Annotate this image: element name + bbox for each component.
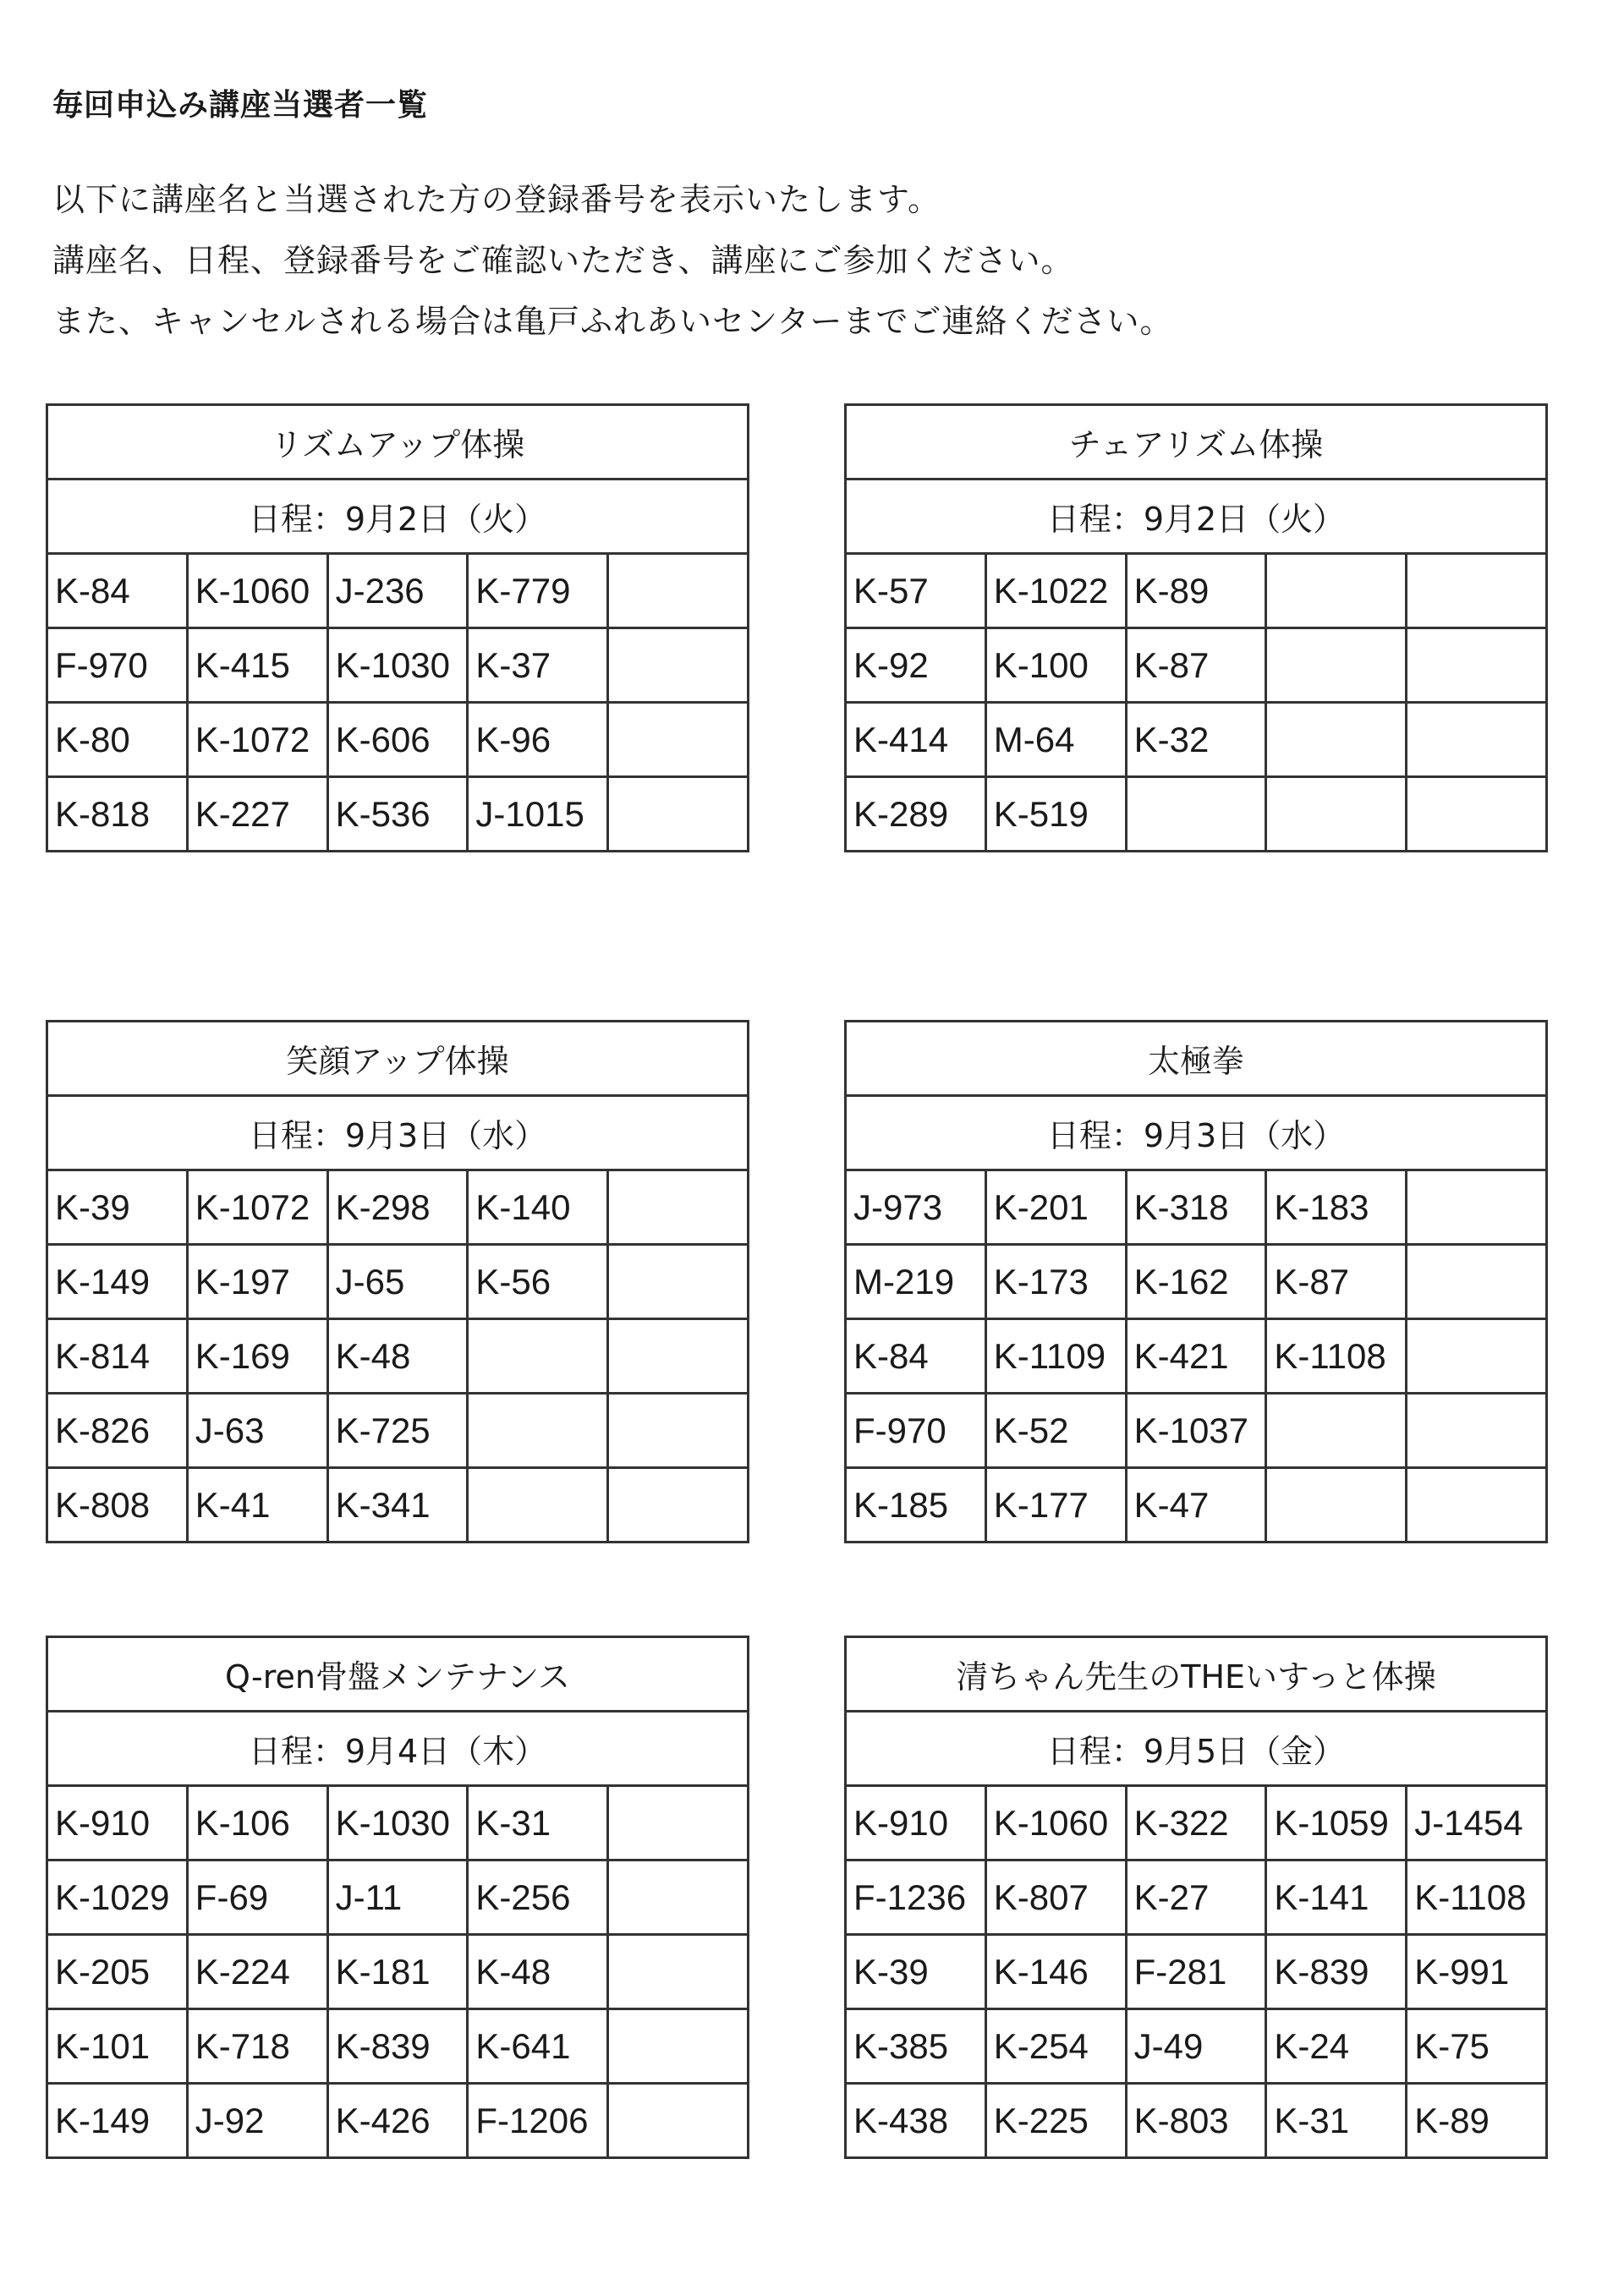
registration-number: K-718 (187, 2009, 327, 2084)
registration-number: J-49 (1126, 2009, 1266, 2084)
registration-number: K-1060 (985, 1786, 1126, 1860)
registration-number: F-1236 (846, 1860, 986, 1935)
table-row (846, 1394, 1547, 1468)
table-row (47, 1468, 749, 1543)
registration-number: M-64 (985, 703, 1126, 777)
registration-number: K-641 (468, 2009, 608, 2084)
registration-number: K-227 (187, 777, 327, 852)
course-table (844, 1020, 1548, 1543)
registration-number: K-84 (846, 1319, 986, 1394)
registration-number (1407, 1319, 1547, 1394)
registration-number: K-89 (1407, 2084, 1547, 2158)
table-row (846, 703, 1547, 777)
registration-number: K-39 (846, 1935, 986, 2009)
intro-line: また、キャンセルされる場合は亀戸ふれあいセンターまでご連絡ください。 (52, 303, 1173, 340)
registration-number (468, 1319, 608, 1394)
registration-number: K-52 (985, 1394, 1126, 1468)
registration-number (1266, 554, 1407, 628)
table-row (846, 1319, 1547, 1394)
table-row (47, 1319, 749, 1394)
registration-number: K-910 (47, 1786, 188, 1860)
registration-number: K-149 (47, 2084, 188, 2158)
registration-number (1407, 1468, 1547, 1543)
registration-number: K-27 (1126, 1860, 1266, 1935)
registration-number (1407, 703, 1547, 777)
course-schedule: 日程：9月4日（木） (47, 1712, 749, 1786)
registration-number: K-414 (846, 703, 986, 777)
registration-number (1266, 1394, 1407, 1468)
registration-number: K-606 (327, 703, 468, 777)
registration-number (608, 628, 749, 703)
registration-number: K-162 (1126, 1245, 1266, 1319)
table-row (846, 1786, 1547, 1860)
registration-number: J-11 (327, 1860, 468, 1935)
registration-number: K-183 (1266, 1170, 1407, 1245)
registration-number: K-201 (985, 1170, 1126, 1245)
table-row (47, 1170, 749, 1245)
registration-number (608, 777, 749, 852)
registration-number (1407, 1245, 1547, 1319)
registration-number: K-149 (47, 1245, 188, 1319)
course-schedule: 日程：9月2日（火） (846, 479, 1547, 554)
intro-text (52, 169, 1172, 352)
registration-number: K-826 (47, 1394, 188, 1468)
registration-number: K-1022 (985, 554, 1126, 628)
course-name: 笑顔アップ体操 (47, 1022, 749, 1096)
table-row (47, 703, 749, 777)
registration-number (1407, 1394, 1547, 1468)
registration-number: K-56 (468, 1245, 608, 1319)
registration-number: K-1030 (327, 628, 468, 703)
registration-number: J-1015 (468, 777, 608, 852)
intro-line: 講座名、日程、登録番号をご確認いただき、講座にご参加ください。 (52, 242, 1074, 279)
registration-number: K-298 (327, 1170, 468, 1245)
registration-number: K-318 (1126, 1170, 1266, 1245)
registration-number (1266, 777, 1407, 852)
course-name: チェアリズム体操 (846, 405, 1547, 479)
registration-number: K-32 (1126, 703, 1266, 777)
course-name: リズムアップ体操 (47, 405, 749, 479)
registration-number: K-519 (985, 777, 1126, 852)
registration-number (608, 1468, 749, 1543)
table-row (846, 1245, 1547, 1319)
registration-number (608, 2084, 749, 2158)
registration-number: J-63 (187, 1394, 327, 1468)
registration-number: K-106 (187, 1786, 327, 1860)
registration-number (608, 554, 749, 628)
course-schedule: 日程：9月5日（金） (846, 1712, 1547, 1786)
table-row (846, 1468, 1547, 1543)
registration-number (1407, 777, 1547, 852)
registration-number: J-236 (327, 554, 468, 628)
table-row (47, 554, 749, 628)
table-row (47, 1860, 749, 1935)
intro-line: 以下に講座名と当選された方の登録番号を表示いたします。 (52, 181, 941, 218)
registration-number: K-185 (846, 1468, 986, 1543)
registration-number: K-24 (1266, 2009, 1407, 2084)
registration-number: K-807 (985, 1860, 1126, 1935)
table-row (846, 2084, 1547, 2158)
registration-number (608, 1245, 749, 1319)
registration-number: K-100 (985, 628, 1126, 703)
registration-number: K-1059 (1266, 1786, 1407, 1860)
registration-number: K-1030 (327, 1786, 468, 1860)
registration-number: K-1060 (187, 554, 327, 628)
registration-number: K-385 (846, 2009, 986, 2084)
registration-number: K-808 (47, 1468, 188, 1543)
registration-number (608, 1394, 749, 1468)
registration-number: K-803 (1126, 2084, 1266, 2158)
registration-number: K-725 (327, 1394, 468, 1468)
registration-number: K-31 (1266, 2084, 1407, 2158)
course-table (844, 403, 1548, 852)
table-row (846, 2009, 1547, 2084)
course-name: Q-ren骨盤メンテナンス (47, 1637, 749, 1712)
registration-number: K-84 (47, 554, 188, 628)
registration-number: F-281 (1126, 1935, 1266, 2009)
registration-number (608, 1786, 749, 1860)
table-row (846, 1860, 1547, 1935)
course-schedule: 日程：9月2日（火） (47, 479, 749, 554)
registration-number: K-181 (327, 1935, 468, 2009)
registration-number: K-197 (187, 1245, 327, 1319)
registration-number: K-438 (846, 2084, 986, 2158)
registration-number: K-224 (187, 1935, 327, 2009)
registration-number: K-421 (1126, 1319, 1266, 1394)
registration-number (608, 1860, 749, 1935)
registration-number: K-173 (985, 1245, 1126, 1319)
registration-number: K-169 (187, 1319, 327, 1394)
registration-number (608, 2009, 749, 2084)
table-row (846, 1170, 1547, 1245)
registration-number: K-256 (468, 1860, 608, 1935)
registration-number: K-146 (985, 1935, 1126, 2009)
table-row (846, 554, 1547, 628)
registration-number: K-1072 (187, 1170, 327, 1245)
course-table (46, 1020, 749, 1543)
page-title: 毎回申込み講座当選者一覧 (52, 88, 429, 123)
registration-number: K-1108 (1266, 1319, 1407, 1394)
registration-number: J-1454 (1407, 1786, 1547, 1860)
course-schedule: 日程：9月3日（水） (846, 1096, 1547, 1170)
registration-number: K-205 (47, 1935, 188, 2009)
course-table (46, 403, 749, 852)
registration-number (1407, 1170, 1547, 1245)
registration-number: K-322 (1126, 1786, 1266, 1860)
registration-number: K-839 (1266, 1935, 1407, 2009)
table-row (47, 2009, 749, 2084)
registration-number: K-910 (846, 1786, 986, 1860)
registration-number: K-289 (846, 777, 986, 852)
course-table (844, 1636, 1548, 2159)
registration-number: J-92 (187, 2084, 327, 2158)
registration-number: K-254 (985, 2009, 1126, 2084)
registration-number: K-141 (1266, 1860, 1407, 1935)
registration-number (1266, 1468, 1407, 1543)
registration-number: K-1072 (187, 703, 327, 777)
registration-number: K-75 (1407, 2009, 1547, 2084)
registration-number: K-41 (187, 1468, 327, 1543)
registration-number: K-779 (468, 554, 608, 628)
registration-number: K-48 (468, 1935, 608, 2009)
registration-number: K-1029 (47, 1860, 188, 1935)
registration-number: K-536 (327, 777, 468, 852)
registration-number: K-80 (47, 703, 188, 777)
registration-number: K-101 (47, 2009, 188, 2084)
registration-number: K-1108 (1407, 1860, 1547, 1935)
registration-number: K-991 (1407, 1935, 1547, 2009)
registration-number (1407, 628, 1547, 703)
registration-number: F-970 (846, 1394, 986, 1468)
registration-number: F-1206 (468, 2084, 608, 2158)
registration-number: K-177 (985, 1468, 1126, 1543)
registration-number: K-92 (846, 628, 986, 703)
registration-number: K-87 (1126, 628, 1266, 703)
course-name: 清ちゃん先生のTHEいすっと体操 (846, 1637, 1547, 1712)
registration-number (1266, 628, 1407, 703)
registration-number (608, 1935, 749, 2009)
registration-number (1126, 777, 1266, 852)
registration-number: K-48 (327, 1319, 468, 1394)
course-name: 太極拳 (846, 1022, 1547, 1096)
course-schedule: 日程：9月3日（水） (47, 1096, 749, 1170)
registration-number: K-89 (1126, 554, 1266, 628)
registration-number: K-1109 (985, 1319, 1126, 1394)
registration-number: K-1037 (1126, 1394, 1266, 1468)
table-row (47, 777, 749, 852)
table-row (846, 1935, 1547, 2009)
registration-number (608, 1170, 749, 1245)
registration-number: K-341 (327, 1468, 468, 1543)
table-row (47, 1935, 749, 2009)
registration-number: K-415 (187, 628, 327, 703)
registration-number: K-87 (1266, 1245, 1407, 1319)
registration-number (468, 1394, 608, 1468)
table-row (47, 2084, 749, 2158)
registration-number (1407, 554, 1547, 628)
registration-number: K-31 (468, 1786, 608, 1860)
registration-number: K-426 (327, 2084, 468, 2158)
table-row (846, 628, 1547, 703)
registration-number: K-47 (1126, 1468, 1266, 1543)
registration-number: F-970 (47, 628, 188, 703)
registration-number: J-65 (327, 1245, 468, 1319)
registration-number: J-973 (846, 1170, 986, 1245)
registration-number: K-225 (985, 2084, 1126, 2158)
registration-number: K-818 (47, 777, 188, 852)
registration-number: K-140 (468, 1170, 608, 1245)
table-row (47, 1245, 749, 1319)
registration-number (468, 1468, 608, 1543)
table-row (47, 1786, 749, 1860)
table-row (846, 777, 1547, 852)
course-table (46, 1636, 749, 2159)
registration-number (608, 1319, 749, 1394)
registration-number: K-39 (47, 1170, 188, 1245)
registration-number: K-814 (47, 1319, 188, 1394)
table-row (47, 1394, 749, 1468)
registration-number (608, 703, 749, 777)
table-row (47, 628, 749, 703)
registration-number: K-839 (327, 2009, 468, 2084)
registration-number: K-37 (468, 628, 608, 703)
registration-number: K-96 (468, 703, 608, 777)
registration-number: K-57 (846, 554, 986, 628)
registration-number: F-69 (187, 1860, 327, 1935)
registration-number: M-219 (846, 1245, 986, 1319)
registration-number (1266, 703, 1407, 777)
